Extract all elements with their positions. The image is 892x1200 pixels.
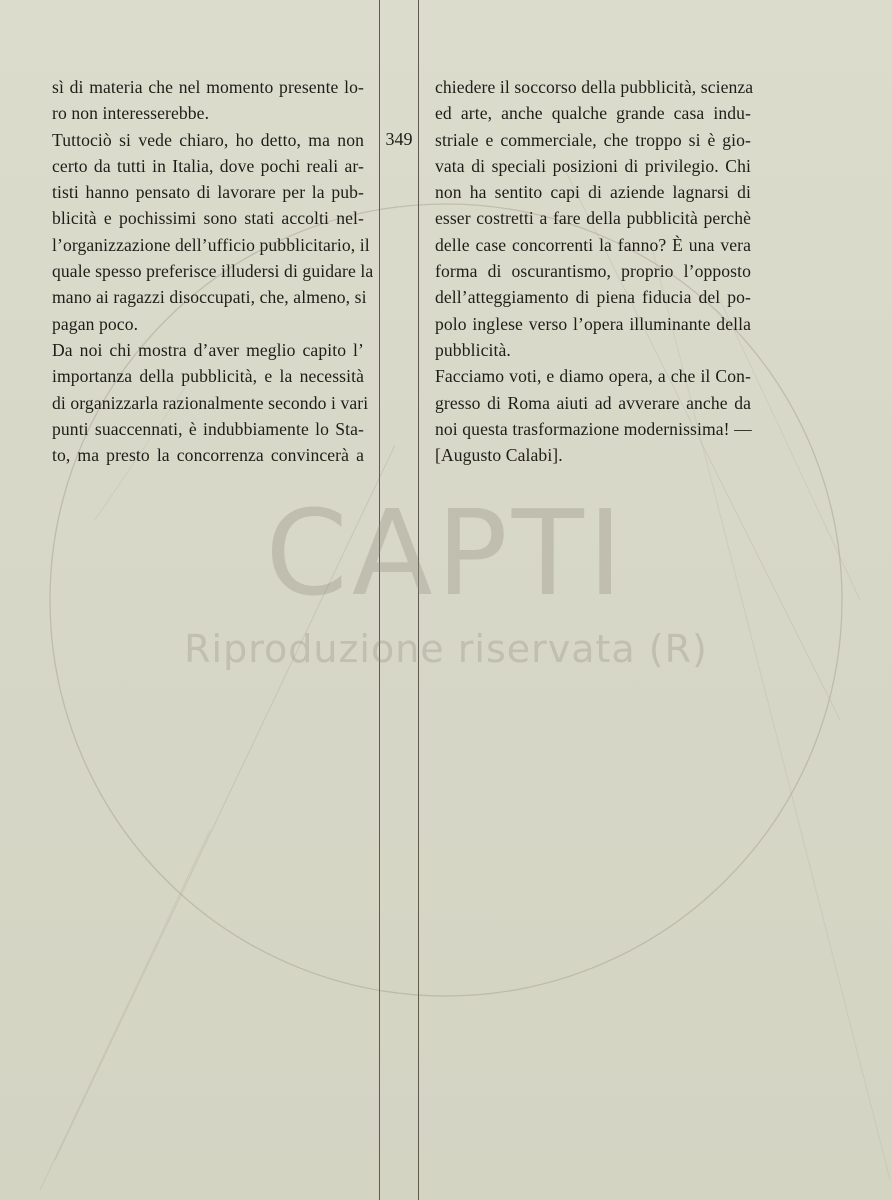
watermark-title: CAPTI: [265, 484, 627, 622]
left-vertical-rule: [379, 0, 380, 1200]
text-line: polo inglese verso l’opera illuminante della: [435, 313, 751, 334]
text-line: striale e commerciale, che troppo si è gio-: [435, 129, 751, 150]
text-line: Facciamo voti, e diamo opera, a che il Con-: [435, 366, 751, 387]
text-line: Tuttociò si vede chiaro, ho detto, ma non: [52, 129, 364, 150]
text-line: punti suaccennati, è indubbiamente lo Sta-: [52, 418, 364, 439]
text-line: noi questa trasformazione modernissima! —: [435, 418, 752, 439]
text-line: quale spesso preferisce illudersi di guidare la: [52, 261, 374, 282]
text-line: pubblicità.: [435, 339, 511, 360]
text-line: l’organizzazione dell’ufficio pubblicitario, il: [52, 234, 370, 255]
text-line: forma di oscurantismo, proprio l’opposto: [435, 261, 751, 282]
text-line: dell’atteggiamento di piena fiducia del po-: [435, 287, 751, 308]
page-number: 349: [385, 129, 413, 149]
text-line: ed arte, anche qualche grande casa indu-: [435, 103, 751, 124]
text-line: gresso di Roma aiuti ad avverare anche da: [435, 392, 751, 413]
text-line: certo da tutti in Italia, dove pochi reali ar-: [52, 155, 364, 176]
left-text-column: [52, 74, 374, 468]
watermark-subtitle: Riproduzione riservata (R): [184, 627, 708, 671]
text-line: ro non interesserebbe.: [52, 103, 210, 124]
text-line: blicità e pochissimi sono stati accolti nel-: [52, 208, 364, 229]
text-line: importanza della pubblicità, e la necessità: [52, 366, 364, 387]
text-line: delle case concorrenti la fanno? È una vera: [435, 234, 751, 255]
text-line: [Augusto Calabi].: [435, 445, 563, 466]
text-line: to, ma presto la concorrenza convincerà a: [52, 445, 364, 466]
text-line: sì di materia che nel momento presente lo-: [52, 77, 364, 97]
text-line: chiedere il soccorso della pubblicità, scienza: [435, 77, 754, 97]
text-line: esser costretti a fare della pubblicità perchè: [435, 208, 751, 229]
text-line: non ha sentito capi di aziende lagnarsi di: [435, 182, 751, 203]
right-text-column: [435, 74, 754, 468]
text-line: mano ai ragazzi disoccupati, che, almeno, si: [52, 287, 367, 308]
text-line: vata di speciali posizioni di privilegio. Chi: [435, 155, 751, 176]
right-vertical-rule: [418, 0, 419, 1200]
text-line: pagan poco.: [52, 313, 139, 334]
text-line: di organizzarla razionalmente secondo i vari: [52, 392, 369, 413]
text-line: tisti hanno pensato di lavorare per la pub-: [52, 182, 364, 203]
text-line: Da noi chi mostra d’aver meglio capito l’: [52, 339, 364, 360]
